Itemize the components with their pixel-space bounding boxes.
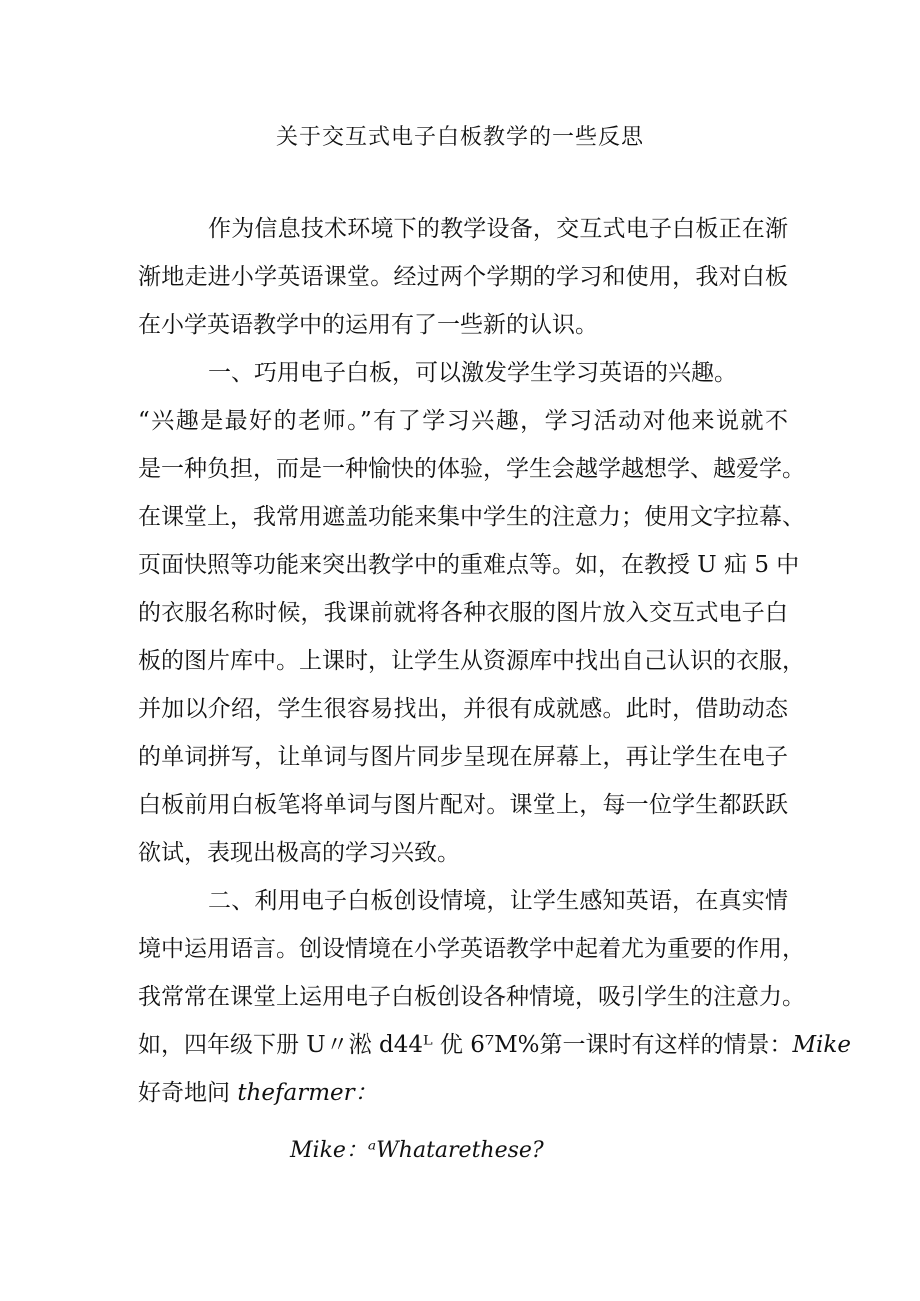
paragraph-line: 板的图片库中。上课时，让学生从资源库中找出自己认识的衣服， (138, 648, 805, 674)
inline-name-thefarmer: thefarmer： (237, 1080, 378, 1106)
paragraph-line: 作为信息技术环境下的教学设备，交互式电子白板正在渐 (208, 216, 788, 242)
paragraph-line: 欲试，表现出极高的学习兴致。 (138, 840, 460, 866)
paragraph-line: 白板前用白板笔将单词与图片配对。课堂上，每一位学生都跃跃 (138, 792, 788, 818)
paragraph-line: 在小学英语教学中的运用有了一些新的认识。 (138, 312, 598, 338)
paragraph-line: “兴趣是最好的老师。”有了学习兴趣，学习活动对他来说就不 (138, 408, 788, 434)
paragraph-line: 渐地走进小学英语课堂。经过两个学期的学习和使用，我对白板 (138, 264, 788, 290)
paragraph-line: 并加以介绍，学生很容易找出，并很有成就感。此时，借助动态 (138, 696, 788, 722)
paragraph-line (138, 1029, 851, 1061)
paragraph-line: 我常常在课堂上运用电子白板创设各种情境，吸引学生的注意力。 (138, 984, 805, 1010)
paragraph-line (138, 1077, 788, 1109)
paragraph-line: 的单词拼写，让单词与图片同步呈现在屏幕上，再让学生在电子 (138, 744, 788, 770)
section-heading: 一、巧用电子白板，可以激发学生学习英语的兴趣。 (208, 360, 737, 386)
paragraph-line: 境中运用语言。创设情境在小学英语教学中起着尤为重要的作用， (138, 936, 805, 962)
paragraph-text: 好奇地问 (138, 1080, 238, 1106)
paragraph-line: 是一种负担，而是一种愉快的体验，学生会越学越想学、越爱学。 (138, 456, 805, 482)
dialogue-quote: Mike：ᵃWhatarethese? (290, 1138, 544, 1163)
document-title: 关于交互式电子白板教学的一些反思 (275, 125, 644, 150)
paragraph-text: 如，四年级下册 U〃淞 d44ᴸ 优 6⁷M%第一课时有这样的情景： (138, 1032, 793, 1058)
paragraph-line: 在课堂上，我常用遮盖功能来集中学生的注意力；使用文字拉幕、 (138, 504, 805, 530)
inline-name-mike: Mike (792, 1032, 851, 1058)
paragraph-line: 页面快照等功能来突出教学中的重难点等。如，在教授 U 疝 5 中 (138, 552, 800, 578)
paragraph-line: 的衣服名称时候，我课前就将各种衣服的图片放入交互式电子白 (138, 600, 788, 626)
section-heading: 二、利用电子白板创设情境，让学生感知英语，在真实情 (208, 888, 788, 914)
